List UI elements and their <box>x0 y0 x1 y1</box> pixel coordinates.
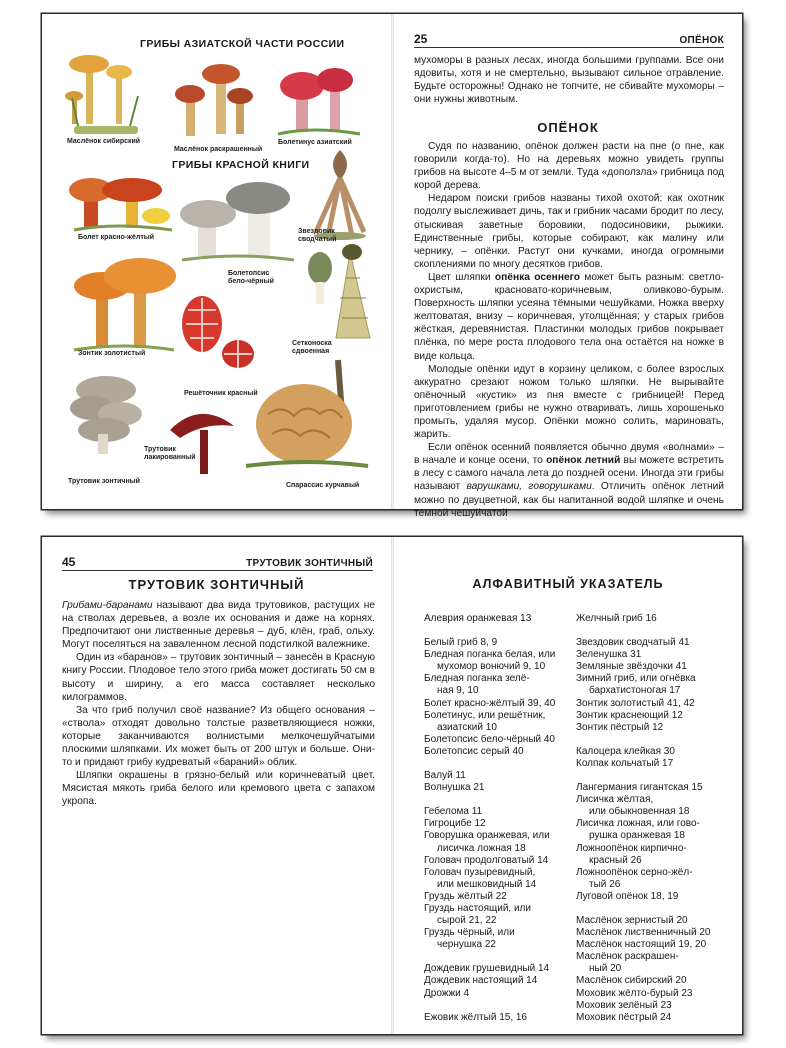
index-entry: Гебелома 11 <box>424 806 483 818</box>
index-entry: Моховик зелёный 23 <box>576 999 672 1011</box>
index-entry: Валуй 11 <box>424 770 466 782</box>
index-entry: азиатский 10 <box>437 721 497 733</box>
index-entry: Груздь чёрный, или <box>424 927 515 939</box>
index-entry: ный 20 <box>589 963 622 975</box>
caption-zontik: Зонтик золотистый <box>78 350 146 357</box>
index-entry: Калоцера клейкая 30 <box>576 745 675 757</box>
index-entry: Земляные звёздочки 41 <box>576 661 687 673</box>
index-column-1 <box>424 613 574 1024</box>
running-title: ТРУТОВИК ЗОНТИЧНЫЙ <box>246 558 373 569</box>
sparassis-illustration <box>242 354 372 474</box>
index-entry: Лисичка ложная, или гово- <box>576 818 700 830</box>
running-title: ОПЁНОК <box>679 35 724 46</box>
index-entry: Зонтик золотистый 41, 42 <box>576 697 695 709</box>
paragraph: Грибами-баранами называют два вида трутовиков, растущих не на стволах деревьев, а возле их основания и даже на корнях. Предпочитают они лиственные деревья – дуб, клён, граб, ольху. Могут поселяться на заваленном лесной подстилкой валежнике. <box>62 600 375 651</box>
index-letter-gap <box>424 951 574 963</box>
index-entry: Моховик жёлто-бурый 23 <box>576 987 693 999</box>
trutovik-zontichny-illustration <box>66 364 146 464</box>
index-entry: тый 26 <box>589 878 621 890</box>
section-heading-openok: ОПЁНОК <box>537 120 599 135</box>
index-letter-gap <box>424 758 574 770</box>
index-entry: Зонтик пёстрый 12 <box>576 721 664 733</box>
illustration-page <box>42 14 391 509</box>
index-letter-gap <box>576 903 726 915</box>
index-entry: Дождевик настоящий 14 <box>424 975 538 987</box>
index-entry: Зимний гриб, или огнёвка <box>576 673 696 685</box>
trutovik-lakirovanny-illustration <box>160 400 240 480</box>
caption-boletinus: Болетинус азиатский <box>278 139 352 146</box>
index-entry: Звездовик сводчатый 41 <box>576 637 690 649</box>
bottom-book-spread <box>42 537 742 1034</box>
index-letter-gap <box>424 625 574 637</box>
continued-paragraph: мухоморы в разных лесах, иногда большими группами. Все они ядовиты, хотя и не смертельно, вызывают сильное отравление. Будьте осторожны! Однако не топчите, не сбивайте мухоморы – они нужны животным. <box>414 55 724 106</box>
paragraph: Цвет шляпки опёнка осеннего может быть разным: светло-охристым, красновато-коричневым, оливково-бурым. Поверхность шляпки усеяна тёмными чешуйками. Ножка вверху желтоватая, внизу – коричневая, утолщённая; у старых грибов жёсткая, деревянистая. Пластинки молодых грибов покрывает плёнка, по мере роста плодового тела она остаётся на ножке в виде кольца. <box>414 271 724 362</box>
maslenok-sibirsky-illustration <box>64 38 144 138</box>
index-entry: Маслёнок сибирский 20 <box>576 975 687 987</box>
index-column-2 <box>576 613 726 1024</box>
index-entry: Говорушка оранжевая, или <box>424 830 550 842</box>
index-entry: Бледная поганка зелё- <box>424 673 530 685</box>
zontik-zolotisty-illustration <box>68 250 178 360</box>
index-entry: Луговой опёнок 18, 19 <box>576 890 679 902</box>
term-openok-letny: опёнок летний <box>546 455 621 467</box>
index-entry: или мешковидный 14 <box>437 878 537 890</box>
index-entry: Колпак кольчатый 17 <box>576 757 674 769</box>
term-varushki: варушками, говорушками <box>466 481 592 493</box>
boletinus-illustration <box>274 58 364 138</box>
caption-maslenok-sibirsky: Маслёнок сибирский <box>67 138 141 145</box>
index-entry: Алеврия оранжевая 13 <box>424 613 532 624</box>
index-entry: чернушка 22 <box>437 939 496 951</box>
index-entry: Головач пузыревидный, <box>424 866 536 878</box>
index-entry: или обыкновенная 18 <box>589 806 690 818</box>
index-entry: Лангермания гигантская 15 <box>576 782 703 794</box>
index-letter-gap <box>424 1000 574 1012</box>
openok-body <box>414 140 724 520</box>
red-book-title: ГРИБЫ КРАСНОЙ КНИГИ <box>172 159 310 171</box>
term-griby-barany: Грибами-баранами <box>62 600 153 611</box>
index-entry: Гигроцибе 12 <box>424 818 486 830</box>
index-entry: Бледная поганка белая, или <box>424 649 556 661</box>
index-entry: мухомор вонючий 9, 10 <box>437 661 546 673</box>
caption-zvezdovik: Звездовик сводчатый <box>298 228 337 243</box>
alphabetical-index-page <box>394 537 742 1034</box>
index-entry: сырой 21, 22 <box>437 915 497 927</box>
paragraph: За что гриб получил своё название? Из общего основания – «ствола» отходят довольно толстые разветвляющиеся ножки, которые заканчиваются волнистыми мелкочешуйчатыми плоскими шляпками. Их может быть от 200 штук и больше. Они-то и придают грибу кудреватый «бараний» облик. <box>62 704 375 769</box>
index-entry: Маслёнок раскрашен- <box>576 951 679 963</box>
index-entry: Дождевик грушевидный 14 <box>424 963 550 975</box>
index-letter-gap <box>424 794 574 806</box>
paragraph: Молодые опёнки идут в корзину целиком, с более взрослых аккуратно срезают ножом только шляпки. Не вырывайте опёночный «кустик» из пня вместе с грибницей! Перед приготовлением грибы не нужно отваривать, лишь хорошенько промыть, удаляя мусор. Опёнки можно солить, мариновать, жарить. <box>414 363 724 441</box>
index-entry: Маслёнок лиственничный 20 <box>576 927 711 939</box>
maslenok-raskrasheny-illustration <box>172 54 257 144</box>
top-book-spread <box>42 14 742 519</box>
paragraph: Если опёнок осенний появляется обычно двумя «волнами» – в начале и конце осени, то опёнок летний вы можете встретить в лесу с самого начала лета до поздней осени. Иногда эти грибы называют варушками, говорушками. Отличить опёнок летний можно по двуцветной, как бы напитанной водой шляпке и очень тёмной чешуйчатой <box>414 442 724 519</box>
index-entry: бархатистоногая 17 <box>589 685 681 697</box>
asian-mushrooms-title: ГРИБЫ АЗИАТСКОЙ ЧАСТИ РОССИИ <box>140 38 345 50</box>
index-entry: Волнушка 21 <box>424 782 485 794</box>
caption-reshetochnik: Решёточник красный <box>184 390 258 397</box>
index-entry: Моховик пёстрый 24 <box>576 1011 672 1023</box>
page-25 <box>394 14 742 519</box>
boletopsis-illustration <box>178 176 298 266</box>
index-entry: лисичка ложная 18 <box>437 842 526 854</box>
index-entry: Белый гриб 8, 9 <box>424 637 498 649</box>
index-letter-gap <box>576 770 726 782</box>
caption-trutovik-zontichny: Трутовик зонтичный <box>68 478 140 485</box>
index-entry: Груздь настоящий, или <box>424 902 531 914</box>
page-number: 45 <box>62 555 76 569</box>
index-entry: Желчный гриб 16 <box>576 613 657 624</box>
running-header <box>62 556 373 571</box>
index-entry: Лисичка жёлтая, <box>576 794 654 806</box>
paragraph: Один из «баранов» – трутовик зонтичный – занесён в Красную книгу России. Плодовое тело этого гриба может достигать 50 см в высоту и ширину, а его масса составляет несколько килограммов. <box>62 652 375 703</box>
zvezdovik-illustration <box>310 140 370 240</box>
index-entry: Дрожжи 4 <box>424 987 470 999</box>
index-letter-gap <box>576 734 726 746</box>
caption-bolet: Болет красно-жёлтый <box>78 234 155 241</box>
index-entry: Маслёнок зернистый 20 <box>576 914 688 926</box>
index-entry: ная 9, 10 <box>437 685 479 697</box>
caption-setkonoska: Сетконоска сдвоенная <box>292 340 332 355</box>
index-entry: Болетопсис бело-чёрный 40 <box>424 733 555 745</box>
index-entry: Зеленушка 31 <box>576 649 642 661</box>
setkonoska-illustration <box>300 238 380 348</box>
index-entry: Груздь жёлтый 22 <box>424 890 507 902</box>
index-entry: Зонтик краснеющий 12 <box>576 709 683 721</box>
index-entry: Ложноопёнок кирпично- <box>576 842 687 854</box>
trutovik-body <box>62 599 375 809</box>
paragraph: Судя по названию, опёнок должен расти на пне (о пне, как говорили когда-то). Но на деревьях можно увидеть группы грибов на высоте 4–5 м от земли. Туда «доползла» грибница под корой дерева. <box>414 141 724 192</box>
index-entry: Ложноопёнок серно-жёл- <box>576 866 693 878</box>
running-header <box>414 33 724 48</box>
caption-maslenok-raskrasheny: Маслёнок раскрашенный <box>174 146 263 153</box>
paragraph: Шляпки окрашены в грязно-белый или коричневатый цвет. Мясистая мякоть гриба белого или кремового цвета с запахом укропа. <box>62 770 375 808</box>
caption-trutovik-lakirovanny: Трутовик лакированный <box>144 446 196 461</box>
index-entry: рушка оранжевая 18 <box>589 830 685 842</box>
index-heading: АЛФАВИТНЫЙ УКАЗАТЕЛЬ <box>472 577 664 591</box>
section-heading-trutovik: ТРУТОВИК ЗОНТИЧНЫЙ <box>128 577 305 592</box>
paragraph: Недаром поиски грибов названы тихой охотой: как охотник подолгу выслеживает дичь, так и грибник часами бродит по лесу, отыскивая заветные боровики, подосиновики, рыжики. Единственные грибы, которые собирают, как малину или чернику, – опёнки. Растут они кучками, иногда огромными скоплениями по многу десятков грибов. <box>414 193 724 270</box>
index-letter-gap <box>576 625 726 637</box>
term-openok-osenny: опёнка осеннего <box>494 271 580 283</box>
index-entry: красный 26 <box>589 854 642 866</box>
index-entry: Ежовик жёлтый 15, 16 <box>424 1011 527 1023</box>
page-45 <box>42 537 391 1034</box>
index-entry: Болет красно-жёлтый 39, 40 <box>424 697 556 709</box>
index-entry: Головач продолговатый 14 <box>424 854 549 866</box>
index-entry: Болетопсис серый 40 <box>424 745 524 757</box>
index-entry: Маслёнок настоящий 19, 20 <box>576 939 707 951</box>
caption-sparassis: Спарассис курчавый <box>286 482 360 489</box>
index-entry: Болетинус, или решётник, <box>424 709 546 721</box>
bolet-krasno-zhelty-illustration <box>66 164 176 236</box>
page-number: 25 <box>414 32 428 46</box>
caption-boletopsis: Болетопсис бело-чёрный <box>228 270 274 285</box>
